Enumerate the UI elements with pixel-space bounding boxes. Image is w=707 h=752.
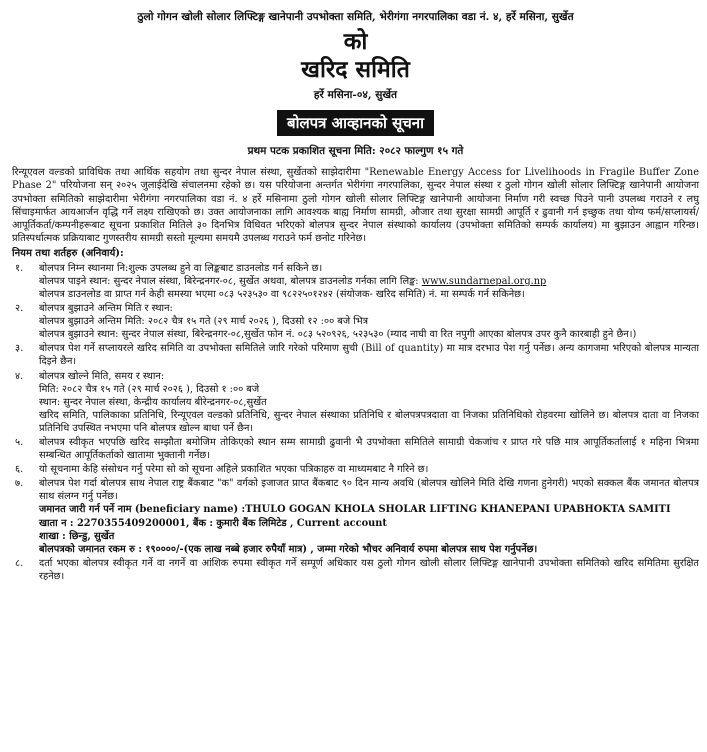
rule-3 [12, 342, 699, 368]
rule-1-line-1: बोलपत्र निम्न स्थानमा नि:शुल्क उपलब्ध हुने वा लिङ्कबाट डाउनलोड गर्न सकिने छ। [39, 262, 323, 274]
place-line: हर्रे मसिना-०४, सुर्खेत [313, 89, 398, 101]
rule-text [39, 370, 699, 435]
notice-title: बोलपत्र आव्हानको सूचना [277, 110, 434, 136]
publish-date: प्रथम पटक प्रकाशित सूचना मिति: २०८२ फाल्गुण १५ गते [247, 145, 464, 157]
rule-text [39, 302, 699, 341]
rule-4-line-2: मिति: २०८२ चैत्र १५ गते (२९ मार्च २०२६ ), दिउसो १ :०० बजे [39, 383, 260, 395]
rule-number: १. [15, 262, 24, 274]
rule-1-line-3: बोलपत्र डाउनलोड वा प्राप्त गर्न केही समस्या भएमा ०८३ ५२३५३० वा ९८२२५०१२४२ (संयोजक- खरिद समिति) नं. मा सम्पर्क गर्न सकिनेछ। [39, 288, 525, 300]
rule-1 [12, 262, 699, 301]
rule-text: बोलपत्र स्वीकृत भएपछि खरिद सम्झौता बमोजिम तोकिएको स्थान सम्म सामाग्री ढुवानी भै उपभोक्ता समितिले सामाग्री चेकजांच र प्राप्त गरे पछि मात्र आपूर्तिकर्तालाई १ महिना भित्रमा सम्बन्धित आपूर्तिकर्ताको खातामा भुक्तानी गर्नेछ। [39, 437, 699, 462]
rule-2-line-3: बोलपत्र बुझाउने स्थान: सुन्दर नेपाल संस्था, बिरेन्द्रनगर-०८,सुर्खेत फोन नं. ०८३ ५२०९२६, ५२३५३० (म्याद नाघी वा रित नपुगी आएका बोलपत्र उपर कुनै कारबाही हुने छैन।) [39, 329, 637, 341]
committee-title: खरिद समिति [301, 56, 410, 83]
rule-number: ६. [15, 464, 24, 476]
rule-text: यो सूचनामा केहि संसोधन गर्नु परेमा सो को सूचना अहिले प्रकाशित भएका पत्रिकाहरु वा माध्यमबाट नै गरिने छ। [39, 464, 429, 476]
rule-number: ७. [15, 478, 24, 490]
beneficiary-name: जमानत जारी गर्न पर्ने नाम (beneficiary name) :THULO GOGAN KHOLA SHOLAR LIFTING KHANEPANI UPABHOKTA SAMITI [39, 504, 671, 516]
rule-1-prefix: बोलपत्र पाइने स्थान: सुन्दर नेपाल संस्था, बिरेन्द्रनगर-०८, सुर्खेत अथवा, बोलपत्र डाउनलोड गर्नका लागि लिङ्क: [39, 275, 422, 287]
bid-security-amount: बोलपत्रको जमानत रकम रु : १९००००/-(एक लाख नब्बे हजार रुपैयाँ मात्र) , जम्मा गरेको भौचर अनिवार्य रुपमा बोलपत्र साथ पेश गर्नुपर्नेछ। [39, 543, 538, 555]
rule-number: २. [15, 303, 24, 315]
notice-title-wrap [12, 110, 699, 136]
rule-number: ४. [15, 370, 24, 382]
committee-address-line: ठुलो गोगन खोली सोलार लिफ्टिङ्ग खानेपानी उपभोक्ता समिति, भेरीगंगा नगरपालिका वडा नं. ४, हर्रे मसिना, सुर्खेत [137, 11, 574, 23]
rule-5 [12, 436, 699, 462]
rule-7-text: बोलपत्र पेश गर्दा बोलपत्र साथ नेपाल राष्ट्र बैंकबाट "क" वर्गको इजाजत प्राप्त बैंकबाट ९० दिन मान्य अवधि (बोलपत्र खोलिने मिति देखि गणना हुनेगरी) भएको सक्कल बैंक जमानत बोलपत्र साथ संलग्न गर्नु पर्नेछ। [39, 478, 699, 503]
intro-paragraph: रिन्यूएवल वल्डको प्राविधिक तथा आर्थिक सहयोग तथा सुन्दर नेपाल संस्था, सुर्खेतको साझेदारीमा "Renewable Energy Access for Livelihoods in Fragile Buffer Zone Phase 2" परियोजना सन् २०२५ जुलाईदेखि संचालनमा रहेको छ। यस परियोजना अन्तर्गत भेरीगंगा नगरपालिका, सुन्दर नेपाल संस्था र ठुलो गोगन खोली सोलार लिफ्टिङ्ग खानेपानी आयोजना उपभोक्ता समितिको साझेदारीमा भेरीगंगा नगरपालिका वडा नं. ४ हर्रे मसिनामा ठुलो गोगन खोली सोलार लिफ्टिङ्ग खानेपानी आयोजना निर्माण गरी स्वच्छ पिउने पानी उपलब्ध गराउने र लघु सिंचाइमार्फत आयआर्जन वृद्धि गर्ने लक्ष्य राखिएको छ। उक्त आयोजनाका लागि आवश्यक बाह्य निर्माण सामग्री, औजार तथा सुरक्षा सामग्री आपूर्ति र ढुवानी गर्न इच्छुक तथा योग्य फर्म/सप्लायर्स/आपूर्तिकर्ता/कम्पनीहरूबाट सूचना प्रकाशित मितिले ३० दिनभित्र विधिवत भरिएको बोलपत्र सुन्दर नेपाल संस्थाको कार्यालय (उपभोक्ता समितिको सम्पर्क कार्यालय) मा बुझाउन आह्वान गरिन्छ। प्रतिस्पर्धात्मक प्रक्रियाबाट गुणस्तरीय सामग्री सस्तो मूल्यमा समयमै उपलब्ध गराउने फर्म छनोट गरिनेछ। [12, 167, 699, 245]
rule-text: दर्ता भएका बोलपत्र स्वीकृत गर्ने वा नगर्ने वा आंशिक रुपमा स्वीकृत गर्ने सम्पूर्ण अधिकार यस ठुलो गोगन खोली सोलार लिफ्टिङ्ग खानेपानी उपभोक्ता समितिको खरिद समितिमा सुरक्षित रहनेछ। [39, 557, 699, 582]
rule-4-line-3: स्थान: सुन्दर नेपाल संस्था, केन्द्रीय कार्यालय बीरेन्द्रनगर-०८,सुर्खेत [39, 396, 267, 408]
rule-2 [12, 302, 699, 341]
rule-number: ८. [15, 557, 24, 569]
account-number: खाता न : 2270355409200001, बैंक : कुमारी बैंक लिमिटेड , Current account [39, 517, 387, 529]
rule-2-line-1: बोलपत्र बुझाउने अन्तिम मिति र स्थान: [39, 303, 173, 315]
rule-1-line-2 [39, 275, 699, 288]
rule-text [39, 262, 699, 301]
rule-8 [12, 557, 699, 583]
rule-number: ३. [15, 343, 24, 355]
rule-4-line-1: बोलपत्र खोल्ने मिति, समय र स्थान: [39, 370, 165, 382]
rule-6 [12, 463, 699, 476]
rule-2-line-2: बोलपत्र बुझाउने अन्तिम मिति: २०८२ चैत्र १५ गते (२९ मार्च २०२६ ), दिउसो १२ :०० बजे भित्र [39, 316, 369, 328]
bank-branch: शाखा : छिन्डु, सुर्खेत [39, 530, 115, 542]
rule-text: बोलपत्र पेश गर्ने सप्लायरले खरिद समिति वा उपभोक्ता समितिले जारि गरेको परिमाण सुची (Bill of quantity) मा मात्र दरभाउ पेश गर्नु पर्नेछ। अन्य कागजमा भरिएको बोलपत्र मान्यता दिइने छैन। [39, 343, 699, 368]
rule-4-line-4: खरिद समिति, पालिकाका प्रतिनिधि, रिन्यूएवल वल्डको प्रतिनिधि, सुन्दर नेपाल संस्थाका प्रतिनिधि र बोलपत्रपत्रदाता वा निजका प्रतिनिधिको रोहवरमा खोलिने छ। बोलपत्र दाता वा निजका प्रतिनिधि उपस्थित नभएमा पनि बोलपत्र खोल्न बाधा पर्ने छैन। [39, 409, 699, 434]
rule-number: ५. [15, 437, 24, 448]
rules-heading: नियम तथा शर्तहरु (अनिवार्य): [12, 247, 124, 259]
rule-4 [12, 370, 699, 435]
header-ko: को [343, 28, 368, 55]
website-link[interactable]: www.sundarnepal.org.np [421, 275, 547, 287]
rule-7 [12, 477, 699, 556]
rule-text [39, 477, 699, 556]
